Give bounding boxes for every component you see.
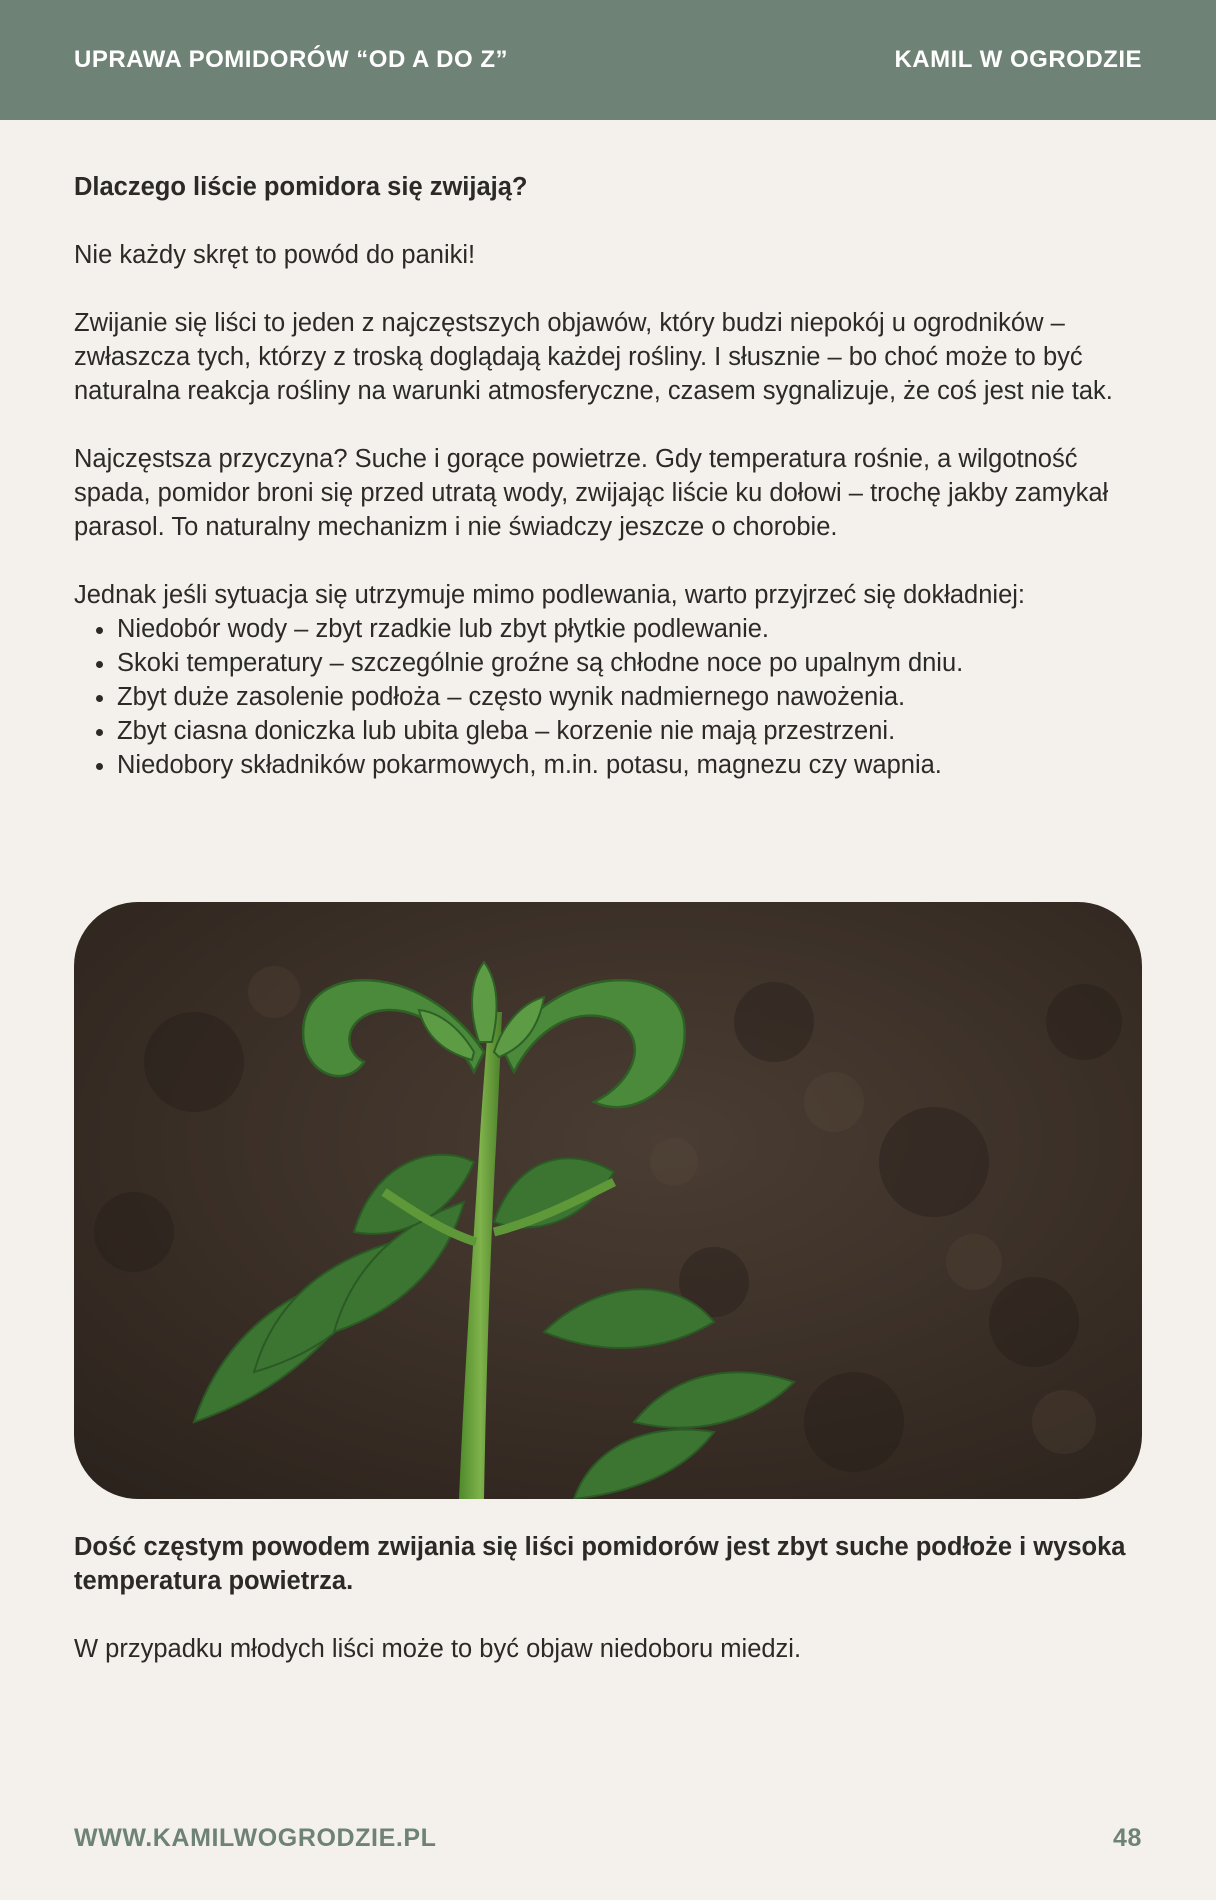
page-footer [74, 1818, 1142, 1858]
paragraph-list-intro: Jednak jeśli sytuacja się utrzymuje mimo podlewania, warto przyjrzeć się dokładniej: [74, 581, 1025, 609]
paragraph-cause: Najczęstsza przyczyna? Suche i gorące powietrze. Gdy temperatura rośnie, a wilgotność spada, pomidor broni się przed utratą wody, zwijając liście ku dołowi – trochę jakby zamykał parasol. To naturalny mechanizm i nie świadczy jeszcze o chorobie. [74, 445, 1109, 541]
caption-bold: Dość częstym powodem zwijania się liści pomidorów jest zbyt suche podłoże i wysoka temperatura powietrza. [74, 1533, 1126, 1595]
page-header [0, 0, 1216, 120]
list-item: • Zbyt duże zasolenie podłoża – często wynik nadmiernego nawożenia. [117, 680, 1142, 714]
article-body [74, 170, 1142, 782]
photo-caption [74, 1530, 1142, 1700]
causes-list [74, 612, 1142, 782]
page-number: 48 [1112, 1823, 1142, 1852]
footer-url[interactable]: WWW.KAMILWOGRODZIE.PL [74, 1823, 437, 1852]
list-item: • Niedobory składników pokarmowych, m.in. potasu, magnezu czy wapnia. [117, 748, 1142, 782]
tomato-seedling-photo [74, 902, 1142, 1499]
list-item: • Niedobór wody – zbyt rzadkie lub zbyt płytkie podlewanie. [117, 612, 1142, 646]
document-title: UPRAWA POMIDORÓW “OD A DO Z” [74, 46, 508, 73]
paragraph-intro: Nie każdy skręt to powód do paniki! [74, 241, 476, 269]
list-item: • Zbyt ciasna doniczka lub ubita gleba – korzenie nie mają przestrzeni. [117, 714, 1142, 748]
brand-name: KAMIL W OGRODZIE [894, 46, 1142, 73]
seedling-illustration [74, 902, 1142, 1499]
paragraph-curling: Zwijanie się liści to jeden z najczęstszych objawów, który budzi niepokój u ogrodników – zwłaszcza tych, którzy z troską doglądają każdej rośliny. I słusznie – bo choć może to być naturalna reakcja rośliny na warunki atmosferyczne, czasem sygnalizuje, że coś jest nie tak. [74, 309, 1113, 405]
caption-note: W przypadku młodych liści może to być objaw niedoboru miedzi. [74, 1635, 802, 1663]
article-heading: Dlaczego liście pomidora się zwijają? [74, 173, 528, 201]
list-item: • Skoki temperatury – szczególnie groźne są chłodne noce po upalnym dniu. [117, 646, 1142, 680]
